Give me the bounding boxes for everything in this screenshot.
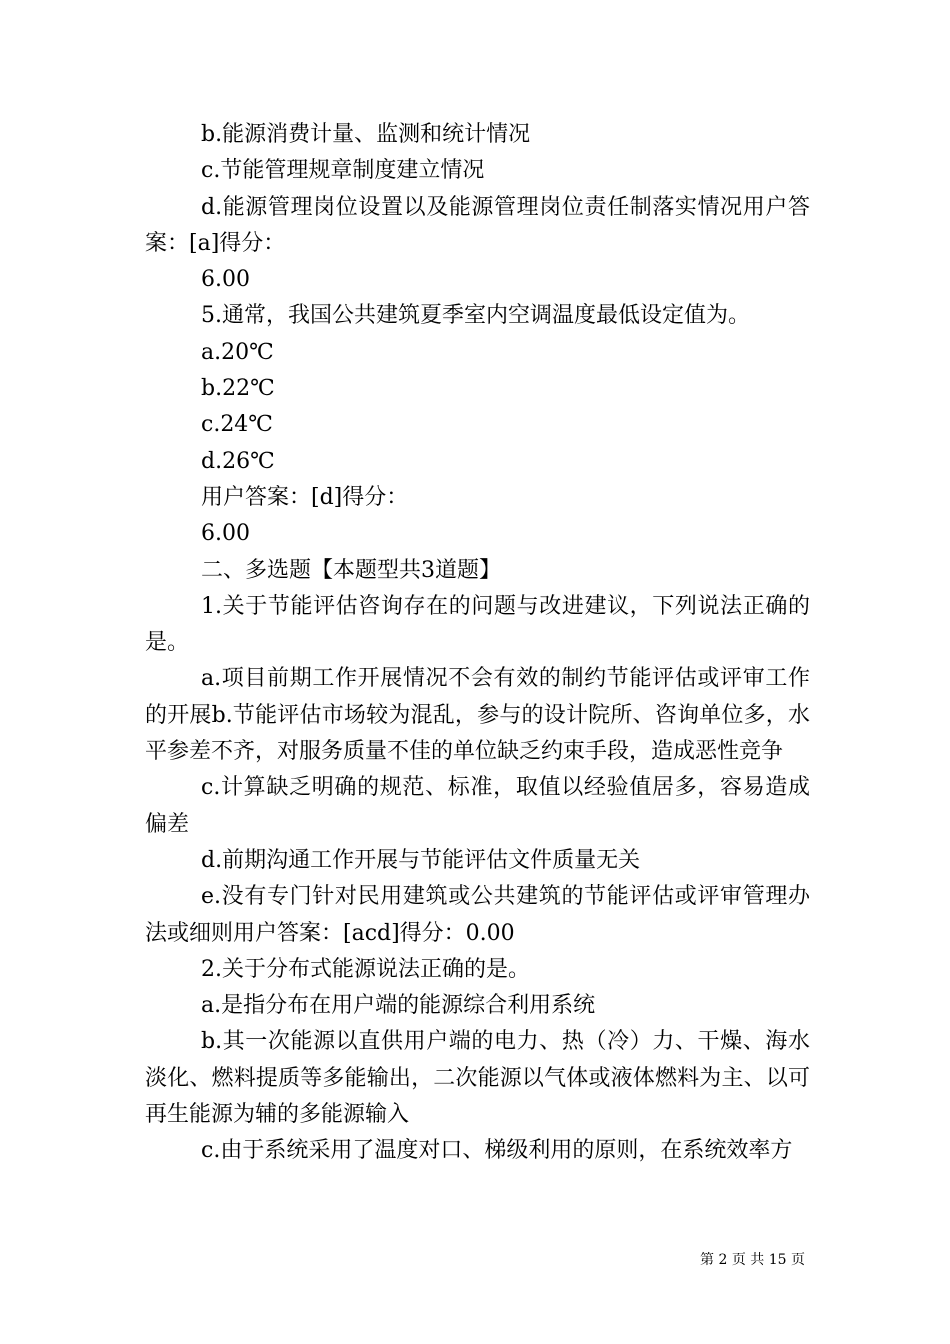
user-answer: 用户答案：[d]得分： [201,484,409,510]
score-value: 6.00 [201,267,250,293]
option-c-system-efficiency: c.由于系统采用了温度对口、梯级利用的原则，在系统效率方 [201,1138,793,1164]
option-b-primary-energy: b.其一次能源以直供用户端的电力、热（冷）力、干燥、海水淡化、燃料提质等多能输出，二次能源以气体或液体燃料为主、以可再生能源为辅的多能源输入 [145,1029,810,1128]
question-2: 2.关于分布式能源说法正确的是。 [201,956,530,982]
option-a-20c: a.20℃ [201,339,274,365]
option-c-24c: c.24℃ [201,412,273,438]
question-1: 1.关于节能评估咨询存在的问题与改进建议，下列说法正确的是。 [145,593,810,656]
option-a-b-energy-assessment: a.项目前期工作开展情况不会有效的制约节能评估或评审工作的开展b.节能评估市场较为混乱，参与的设计院所、咨询单位多，水平参差不齐，对服务质量不佳的单位缺乏约束手段，造成恶性竞争 [145,666,810,765]
option-a-distributed: a.是指分布在用户端的能源综合利用系统 [201,993,596,1019]
option-d-communication: d.前期沟通工作开展与节能评估文件质量无关 [201,847,641,873]
score-value: 6.00 [201,521,250,547]
option-d-positions-answer: d.能源管理岗位设置以及能源管理岗位责任制落实情况用户答案：[a]得分： [145,194,810,256]
page-number-footer: 第 2 页 共 15 页 [700,1252,805,1268]
section-heading-multiple-choice: 二、多选题【本题型共3道题】 [201,557,501,583]
option-b-22c: b.22℃ [201,376,275,402]
option-b-metering: b.能源消费计量、监测和统计情况 [201,122,531,147]
option-e-answer-score: e.没有专门针对民用建筑或公共建筑的节能评估或评审管理办法或细则用户答案：[acd]得分：0.00 [145,884,810,946]
option-c-regulations: c.节能管理规章制度建立情况 [201,158,485,184]
document-body [145,117,810,1170]
option-c-calculation: c.计算缺乏明确的规范、标准，取值以经验值居多，容易造成偏差 [145,775,810,837]
option-d-26c: d.26℃ [201,448,275,474]
question-5: 5.通常，我国公共建筑夏季室内空调温度最低设定值为。 [201,303,750,329]
